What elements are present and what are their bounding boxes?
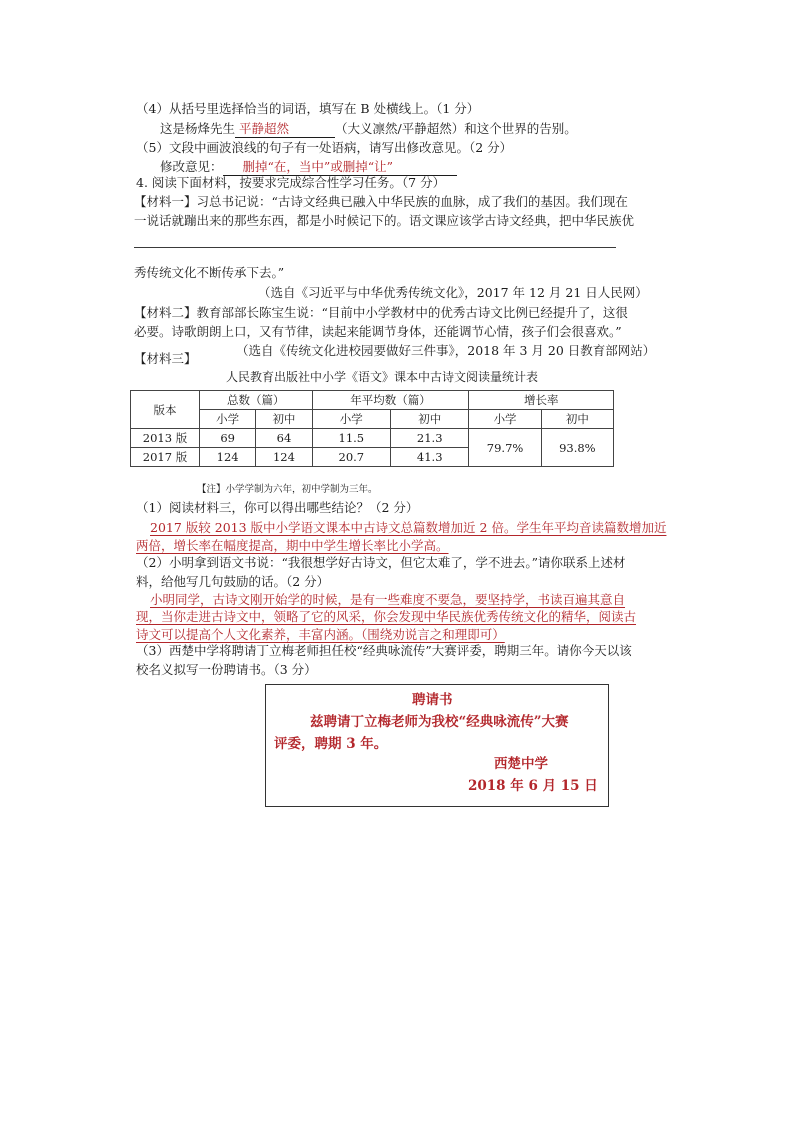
letter-title: 聘请书 <box>412 692 453 708</box>
q4-sentence-after: （大义凛然/平静超然）和这个世界的告别。 <box>335 121 577 136</box>
header-total: 总数（篇） <box>200 391 313 410</box>
cell-avg-middle: 41.3 <box>391 448 469 467</box>
q4-answer-blank <box>235 121 335 138</box>
material1-line2: 一说话就蹦出来的那些东西，都是小时候记下的。语文课应该学古诗文经典，把中华民族优 <box>134 213 635 228</box>
cell-total-middle: 64 <box>256 429 312 448</box>
sub3-stem-line1: （3）西楚中学将聘请丁立梅老师担任校“经典咏流传”大赛评委，聘期三年。请你今天以该 <box>136 643 632 658</box>
table-note: 【注】小学学制为六年，初中学制为三年。 <box>197 484 378 495</box>
letter-body-line2: 评委，聘期 3 年。 <box>274 736 388 752</box>
material2-line2: 必要。诗歌朗朗上口，又有节律，读起来能调节身体，还能调节心情，孩子们会很喜欢。” <box>134 324 622 339</box>
engagement-letter-box <box>265 684 609 807</box>
q5-answer: 删掉“在，当中”或删掉“让” <box>242 159 394 174</box>
sub1-answer-line1: 2017 版较 2013 版中小学语文课本中古诗文总篇数增加近 2 倍。学生年平均音读篇数增加近 <box>150 520 667 535</box>
sub2-stem-line1: （2）小明拿到语文书说：“我很想学好古诗文，但它太难了，学不进去。”请你联系上述材 <box>136 555 626 570</box>
subheader-cell: 小学 <box>469 410 541 429</box>
material2-source: （选自《传统文化进校园要做好三件事》，2018 年 3 月 20 日教育部网站） <box>236 343 656 358</box>
sub1-stem: （1）阅读材料三，你可以得出哪些结论？（2 分） <box>136 500 419 515</box>
cell-avg-primary: 11.5 <box>312 429 390 448</box>
q4-sentence <box>160 121 577 138</box>
material1-source: （选自《习近平与中华优秀传统文化》，2017 年 12 月 21 日人民网） <box>258 285 648 300</box>
subheader-cell: 小学 <box>200 410 256 429</box>
header-growth: 增长率 <box>469 391 614 410</box>
cell-growth-primary: 79.7% <box>469 429 541 467</box>
subheader-cell: 初中 <box>391 410 469 429</box>
cell-edition: 2017 版 <box>131 448 200 467</box>
sub2-answer-line2: 现，当你走进古诗文中，领略了它的风采，你会发现中华民族优秀传统文化的精华，阅读古 <box>136 609 637 624</box>
material2-line1: 【材料二】教育部部长陈宝生说：“目前中小学教材中的优秀古诗文比例已经提升了，这很 <box>134 305 628 320</box>
material3-label: 【材料三】 <box>134 351 197 366</box>
table-title: 人民教育出版社中小学《语文》课本中古诗文阅读量统计表 <box>226 370 539 384</box>
material1-line3: 秀传统文化不断传承下去。” <box>134 265 285 280</box>
statistics-table <box>130 390 614 467</box>
subheader-cell: 小学 <box>312 410 390 429</box>
cell-total-primary: 69 <box>200 429 256 448</box>
letter-body-line1: 兹聘请丁立梅老师为我校“经典咏流传”大赛 <box>310 714 569 730</box>
subheader-cell: 初中 <box>541 410 613 429</box>
cell-avg-primary: 20.7 <box>312 448 390 467</box>
table-row <box>131 429 614 448</box>
cell-total-middle: 124 <box>256 448 312 467</box>
cell-avg-middle: 21.3 <box>391 429 469 448</box>
q4-sentence-before: 这是杨烽先生 <box>160 121 236 136</box>
sub3-stem-line2: 校名义拟写一份聘请书。（3 分） <box>136 662 317 677</box>
header-edition: 版本 <box>131 391 200 429</box>
cell-total-primary: 124 <box>200 448 256 467</box>
sub2-answer-line3: 诗文可以提高个人文化素养，丰富内涵。（围绕劝说言之和理即可） <box>136 627 505 642</box>
header-avg: 年平均数（篇） <box>312 391 469 410</box>
q4-answer: 平静超然 <box>239 121 290 136</box>
cell-growth-middle: 93.8% <box>541 429 613 467</box>
letter-date: 2018 年 6 月 15 日 <box>468 778 598 794</box>
q5-answer-blank <box>223 159 457 176</box>
task4-heading: 4. 阅读下面材料，按要求完成综合性学习任务。（7 分） <box>136 175 446 190</box>
sub2-stem-line2: 料，给他写几句鼓励的话。（2 分） <box>136 574 330 589</box>
q4-stem: （4）从括号里选择恰当的词语，填写在 B 处横线上。（1 分） <box>136 101 480 116</box>
q5-label: 修改意见： <box>160 159 223 174</box>
sub2-answer-line1: 小明同学，古诗文刚开始学的时候，是有一些难度不要急，要坚持学，书读百遍其意自 <box>150 592 626 607</box>
cell-edition: 2013 版 <box>131 429 200 448</box>
letter-school: 西楚中学 <box>494 756 548 772</box>
material1-line1: 【材料一】习总书记说：“古诗文经典已融入中华民族的血脉，成了我们的基因。我们现在 <box>134 194 628 209</box>
divider-line <box>134 247 616 248</box>
sub1-answer-line2: 两倍，增长率在幅度提高，期中中学生增长率比小学高。 <box>136 538 449 553</box>
q5-answer-line <box>160 159 457 176</box>
subheader-cell: 初中 <box>256 410 312 429</box>
q5-stem: （5）文段中画波浪线的句子有一处语病，请写出修改意见。（2 分） <box>136 140 513 155</box>
